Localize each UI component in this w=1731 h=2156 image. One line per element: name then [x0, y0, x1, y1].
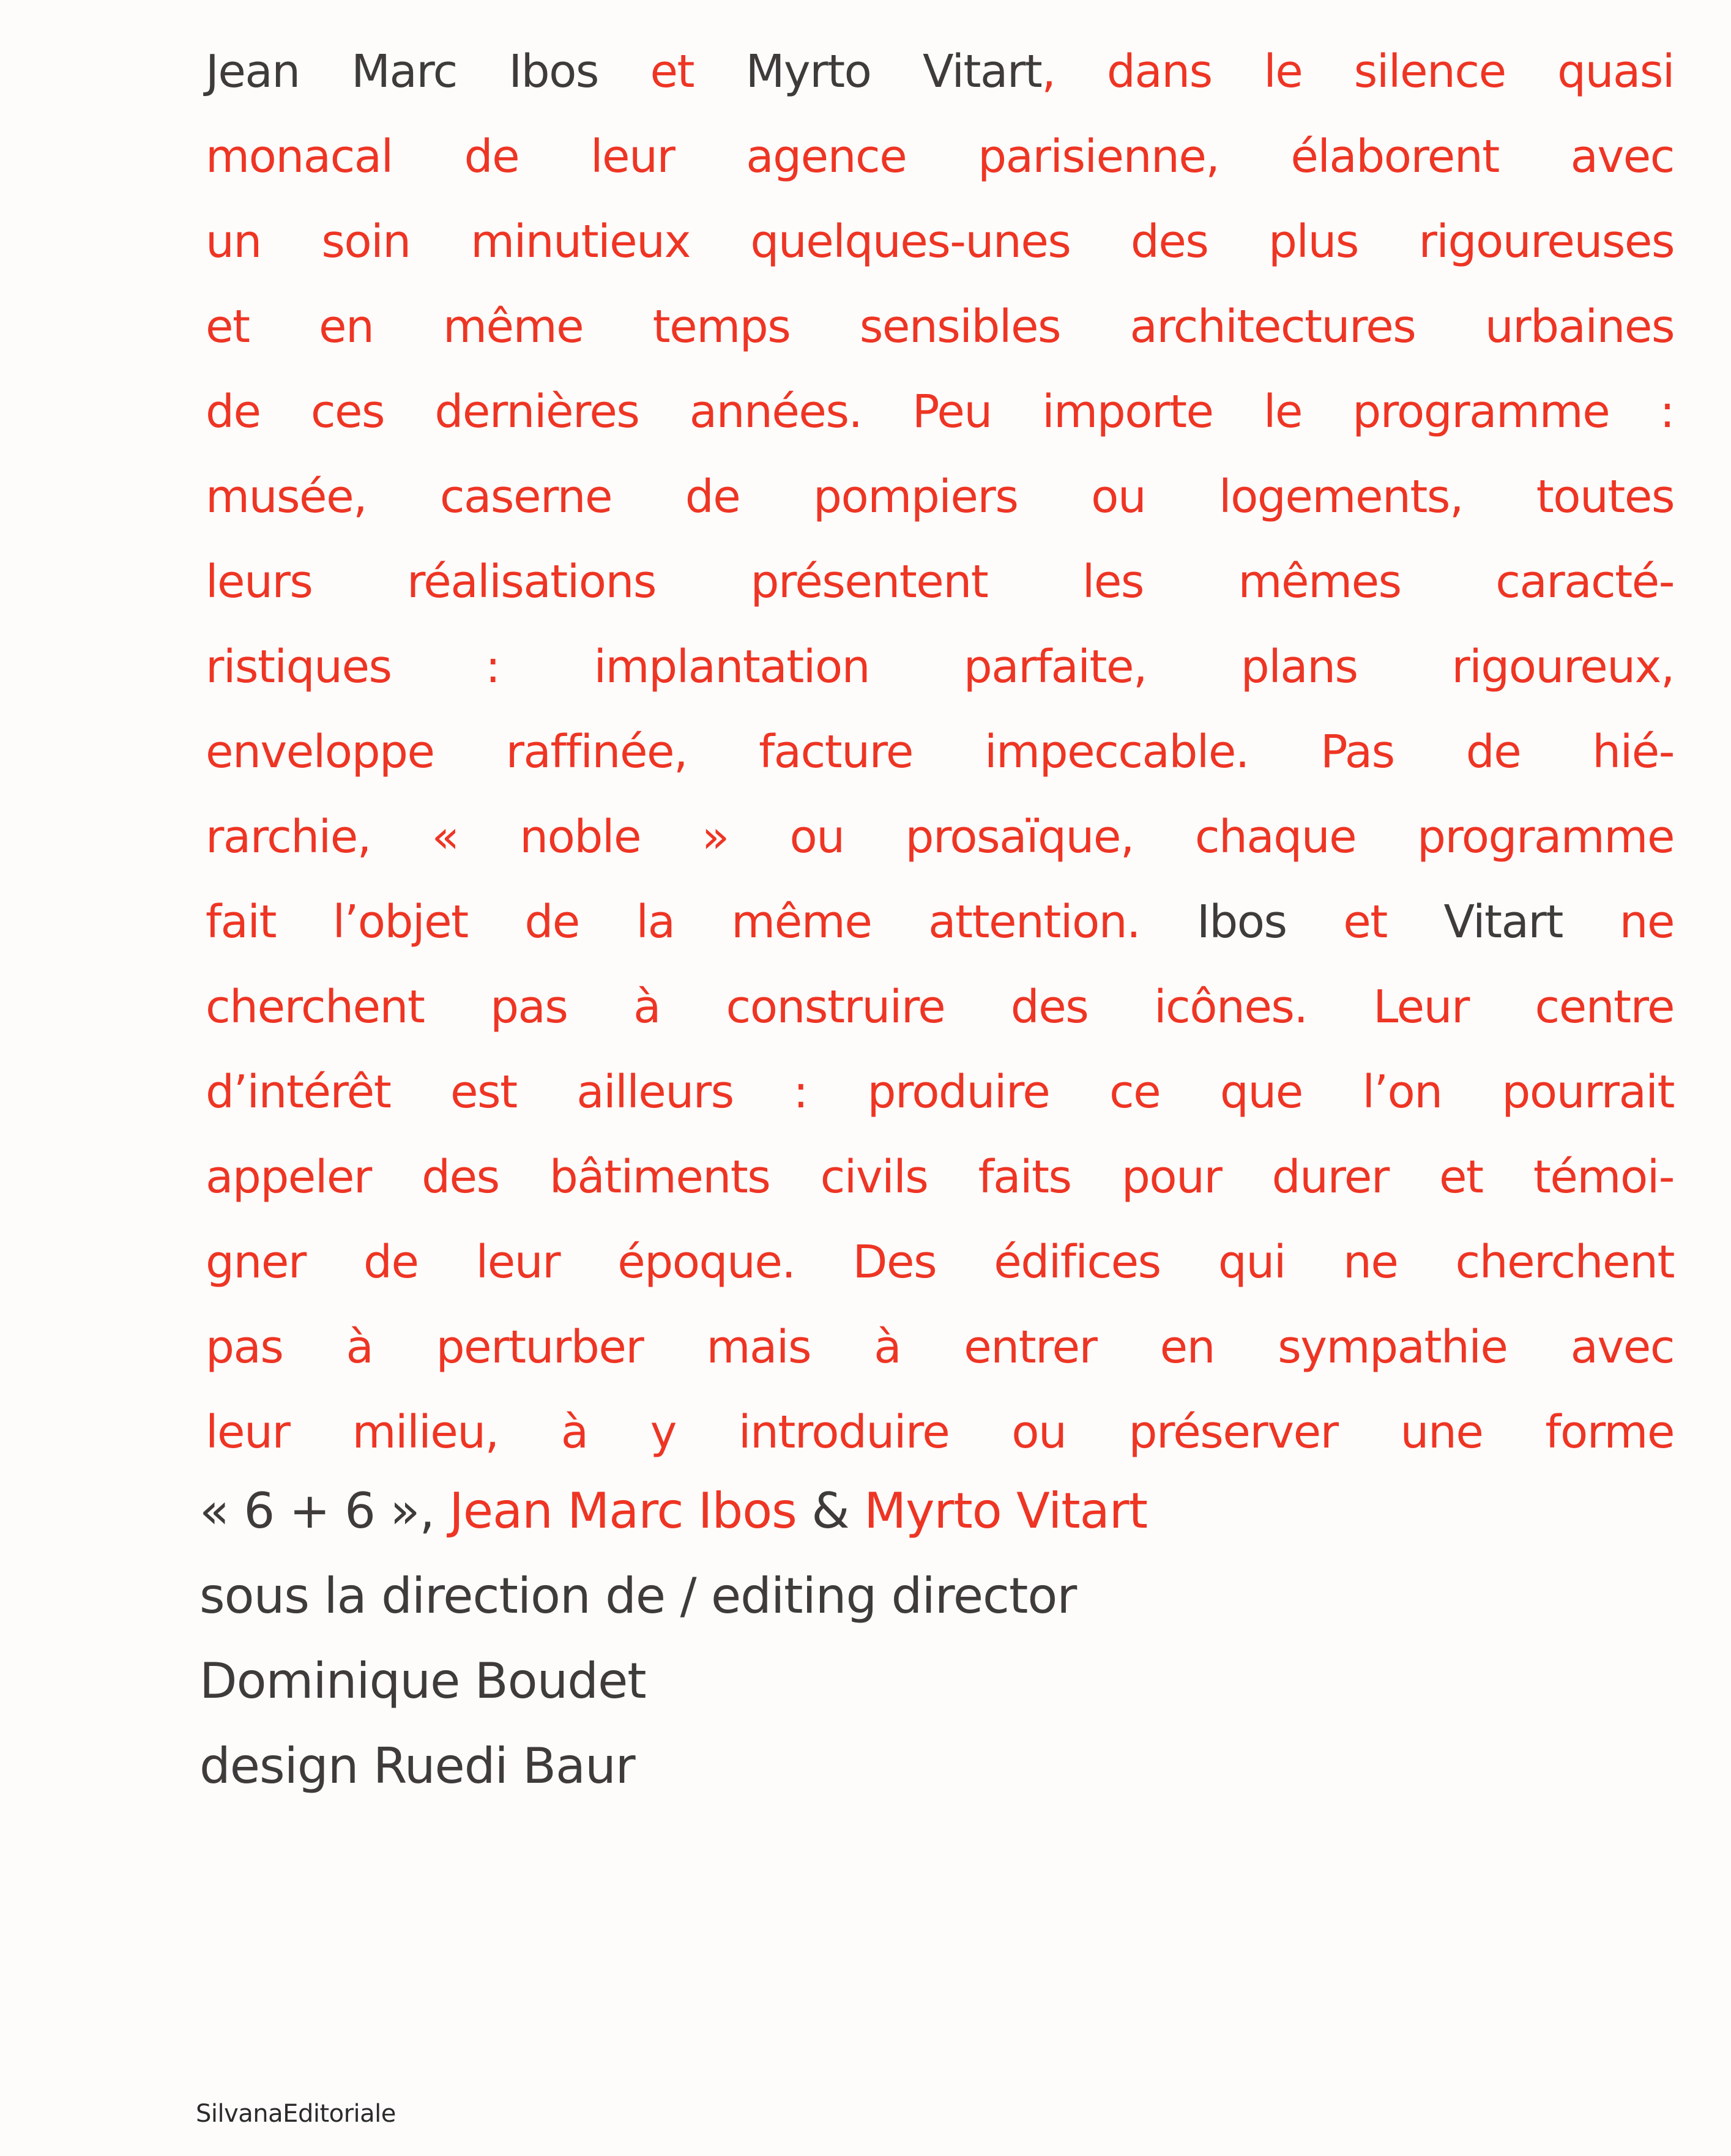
blurb-line — [206, 795, 1674, 880]
blurb-text-segment: gner de leur époque. Des édifices qui ne cherchent — [206, 1236, 1674, 1288]
blurb-text-segment: musée, caserne de pompiers ou logements, toutes — [206, 470, 1674, 523]
blurb-name-segment: Vitart — [1443, 896, 1563, 948]
design-credit: design Ruedi Baur — [199, 1738, 635, 1794]
blurb-line — [206, 1050, 1674, 1135]
blurb-text-segment: pas à perturber mais à entrer en sympathie avec — [206, 1321, 1674, 1374]
blurb-text-segment: appeler des bâtiments civils faits pour durer et témoi- — [206, 1151, 1674, 1203]
blurb-text-segment: monacal de leur agence parisienne, élaborent avec — [206, 130, 1674, 183]
blurb-line — [206, 880, 1674, 965]
blurb-name-segment: Jean Marc Ibos — [206, 45, 650, 98]
blurb-line — [206, 1135, 1674, 1220]
blurb-text-segment: leur milieu, à y introduire ou préserver une forme — [206, 1406, 1674, 1459]
title-segment: Myrto Vitart — [864, 1482, 1147, 1539]
publisher-logo-text: SilvanaEditoriale — [196, 2100, 396, 2128]
blurb-line — [206, 625, 1674, 710]
blurb-name-segment: Myrto Vitart — [745, 45, 1042, 98]
title-segment: & — [796, 1482, 865, 1539]
blurb-line — [206, 455, 1674, 540]
blurb-text-segment: cherchent pas à construire des icônes. Leur centre — [206, 981, 1674, 1033]
blurb-line — [206, 284, 1674, 370]
blurb-text-segment: ne — [1562, 896, 1675, 948]
blurb-line — [206, 540, 1674, 625]
blurb-name-segment: Ibos — [1196, 896, 1287, 948]
blurb-text-segment: rarchie, « noble » ou prosaïque, chaque programme — [206, 811, 1674, 863]
blurb-line — [206, 965, 1674, 1050]
director-name: Dominique Boudet — [199, 1652, 646, 1709]
blurb-text-segment: , dans le silence quasi — [1041, 45, 1674, 98]
blurb-text — [206, 24, 1674, 1475]
blurb-text-segment: fait l’objet de la même attention. — [206, 896, 1197, 948]
blurb-text-segment: leurs réalisations présentent les mêmes caracté- — [206, 556, 1674, 608]
blurb-line — [206, 710, 1674, 795]
blurb-text-segment: ristiques : implantation parfaite, plans rigoureux, — [206, 641, 1674, 693]
title-segment: Jean Marc Ibos — [449, 1482, 797, 1539]
blurb-line — [206, 1390, 1674, 1475]
blurb-text-segment: et — [650, 45, 746, 98]
blurb-text-segment: un soin minutieux quelques-unes des plus rigoureuses — [206, 215, 1674, 268]
blurb-line — [206, 29, 1674, 114]
title-segment: « 6 + 6 », — [199, 1482, 450, 1539]
editing-direction-label: sous la direction de / editing director — [199, 1567, 1077, 1624]
blurb-text-segment: enveloppe raffinée, facture impeccable. Pas de hié- — [206, 726, 1674, 778]
blurb-line — [206, 199, 1674, 284]
blurb-line — [206, 370, 1674, 455]
credits-block — [199, 1468, 1484, 1808]
blurb-text-segment: et — [1286, 896, 1444, 948]
blurb-line — [206, 1220, 1674, 1305]
blurb-text-clip — [206, 24, 1675, 1459]
book-title-line — [199, 1468, 1484, 1553]
blurb-line — [206, 1305, 1674, 1390]
blurb-text-segment: de ces dernières années. Peu importe le programme : — [206, 385, 1674, 438]
blurb-line — [206, 114, 1674, 199]
blurb-text-segment: d’intérêt est ailleurs : produire ce que l’on pourrait — [206, 1066, 1674, 1118]
blurb-text-segment: et en même temps sensibles architectures urbaines — [206, 300, 1674, 353]
